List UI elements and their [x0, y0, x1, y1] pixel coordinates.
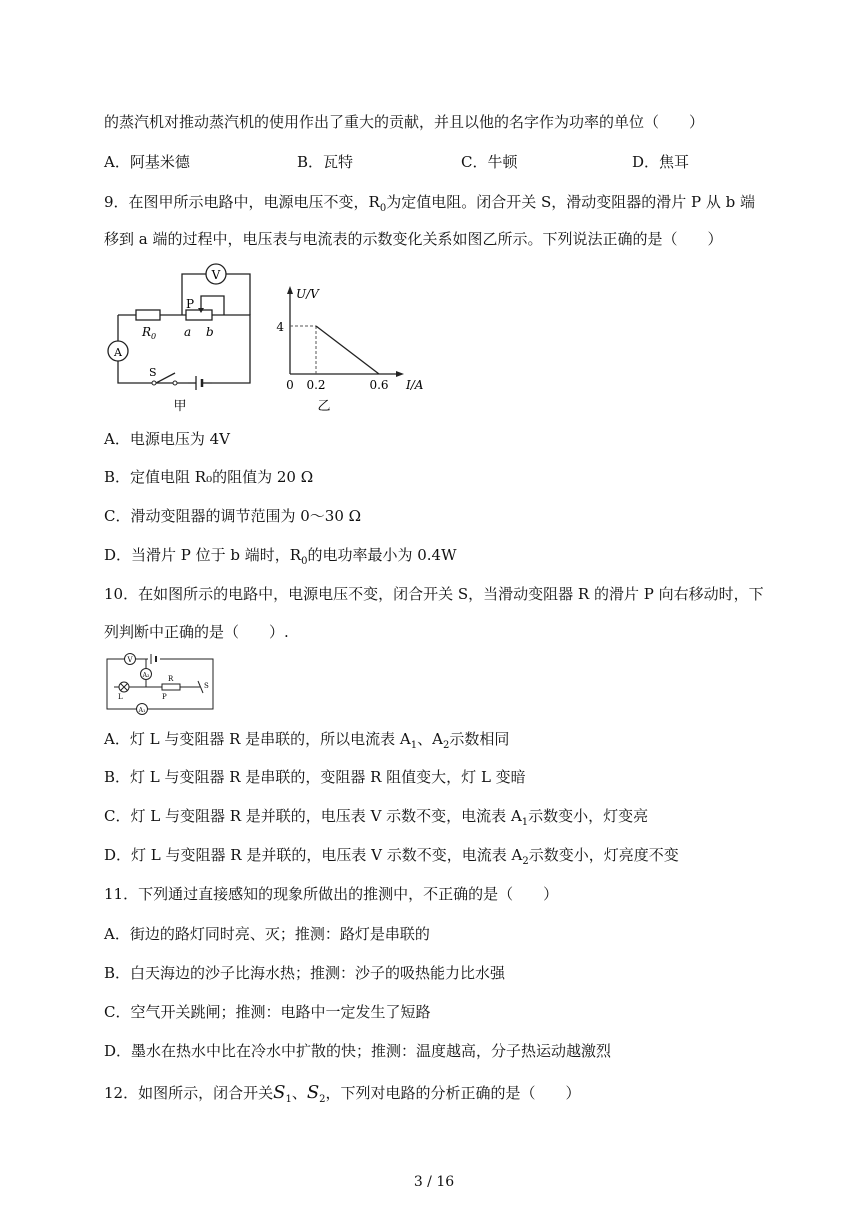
page-number: 3 / 16: [413, 1174, 455, 1190]
q10-stem-line2: 列判断中正确的是（ ）.: [104, 623, 289, 641]
rheostat: [186, 310, 212, 320]
r0-label: $R_0$: [142, 325, 157, 341]
q8-option-c: C．牛顿: [461, 153, 518, 171]
r0-resistor: [136, 310, 160, 320]
ammeter-label: A: [114, 346, 122, 359]
end-a-label: a: [184, 325, 192, 339]
end-b-label: b: [206, 325, 214, 339]
switch-contact-right: [173, 381, 177, 385]
switch-contact-left: [152, 381, 156, 385]
q10-option-b: B．灯 L 与变阻器 R 是串联的，变阻器 R 阻值变大，灯 L 变暗: [104, 768, 526, 786]
svg-text:P: P: [162, 693, 167, 701]
x-axis-label: I/A: [406, 378, 424, 392]
q10-option-a: A．灯 L 与变阻器 R 是串联的，所以电流表 $A_1$、$A_2$示数相同: [104, 730, 510, 751]
q12-stem: 12．如图所示，闭合开关$S_1$、$S_2$，下列对电路的分析正确的是（ ）: [104, 1082, 581, 1105]
q10-option-d: D．灯 L 与变阻器 R 是并联的，电压表 V 示数不变，电流表 $A_2$示数变小，灯亮度不变: [104, 846, 679, 867]
q10-stem-line1: 10．在如图所示的电路中，电源电压不变，闭合开关 S，当滑动变阻器 R 的滑片 P 向右移动时，下: [104, 585, 764, 603]
q11-option-c: C．空气开关跳闸；推测：电路中一定发生了短路: [104, 1003, 431, 1021]
q8-stem-tail: 的蒸汽机对推动蒸汽机的使用作出了重大的贡献，并且以他的名字作为功率的单位（ ）: [104, 113, 705, 131]
q9-option-b: B．定值电阻 R₀的阻值为 20 Ω: [104, 468, 314, 486]
figure-jia-caption: 甲: [173, 399, 187, 414]
q9-stem-line1: 9．在图甲所示电路中，电源电压不变，$R_0$为定值电阻。闭合开关 S，滑动变阻器的滑片 P 从 b 端: [104, 193, 756, 214]
q10-option-c: C．灯 L 与变阻器 R 是并联的，电压表 V 示数不变，电流表 $A_1$示数变小，灯变亮: [104, 807, 649, 828]
q8-option-b: B．瓦特: [297, 153, 354, 171]
svg-text:A₂: A₂: [142, 672, 150, 679]
graph-line: [316, 326, 379, 374]
svg-text:L: L: [118, 693, 123, 701]
svg-text:S: S: [204, 682, 209, 690]
q11-option-b: B．白天海边的沙子比海水热；推测：沙子的吸热能力比水强: [104, 964, 506, 982]
q8-option-d: D．焦耳: [632, 153, 690, 171]
origin-label: 0: [286, 378, 294, 392]
x-axis-arrow: [396, 371, 404, 377]
y-tick-4: 4: [276, 320, 284, 334]
q8-option-a: A．阿基米德: [104, 153, 190, 171]
y-axis-label: U/V: [296, 287, 319, 301]
q9-figure-jia: [100, 258, 270, 418]
svg-text:A₁: A₁: [138, 707, 146, 714]
q9-stem-line2: 移到 a 端的过程中，电压表与电流表的示数变化关系如图乙所示。下列说法正确的是（ ）: [104, 230, 723, 248]
q8-options: [104, 153, 689, 171]
q10-rheostat: [162, 684, 180, 690]
x-tick-0.2: 0.2: [306, 378, 326, 392]
q11-option-a: A．街边的路灯同时亮、灭；推测：路灯是串联的: [104, 925, 430, 943]
q9-figure-yi: [278, 278, 438, 418]
svg-text:R: R: [168, 675, 174, 683]
svg-text:V: V: [127, 656, 133, 664]
q9-option-a: A．电源电压为 4V: [104, 430, 230, 448]
y-axis-arrow: [287, 286, 293, 294]
q9-option-d: D．当滑片 P 位于 b 端时，$R_0$的电功率最小为 0.4W: [104, 546, 457, 567]
voltmeter-label: V: [211, 268, 221, 282]
q10-circuit-figure: [104, 648, 222, 718]
q11-stem: 11．下列通过直接感知的现象所做出的推测中，不正确的是（ ）: [104, 885, 559, 903]
slider-label: P: [186, 297, 195, 311]
battery-icon: [188, 376, 212, 390]
figure-yi-caption: 乙: [317, 399, 331, 414]
x-tick-0.6: 0.6: [369, 378, 389, 392]
switch-label: S: [149, 366, 157, 379]
q11-option-d: D．墨水在热水中比在冷水中扩散的快；推测：温度越高，分子热运动越激烈: [104, 1042, 612, 1060]
q9-option-c: C．滑动变阻器的调节范围为 0～30 Ω: [104, 507, 362, 525]
